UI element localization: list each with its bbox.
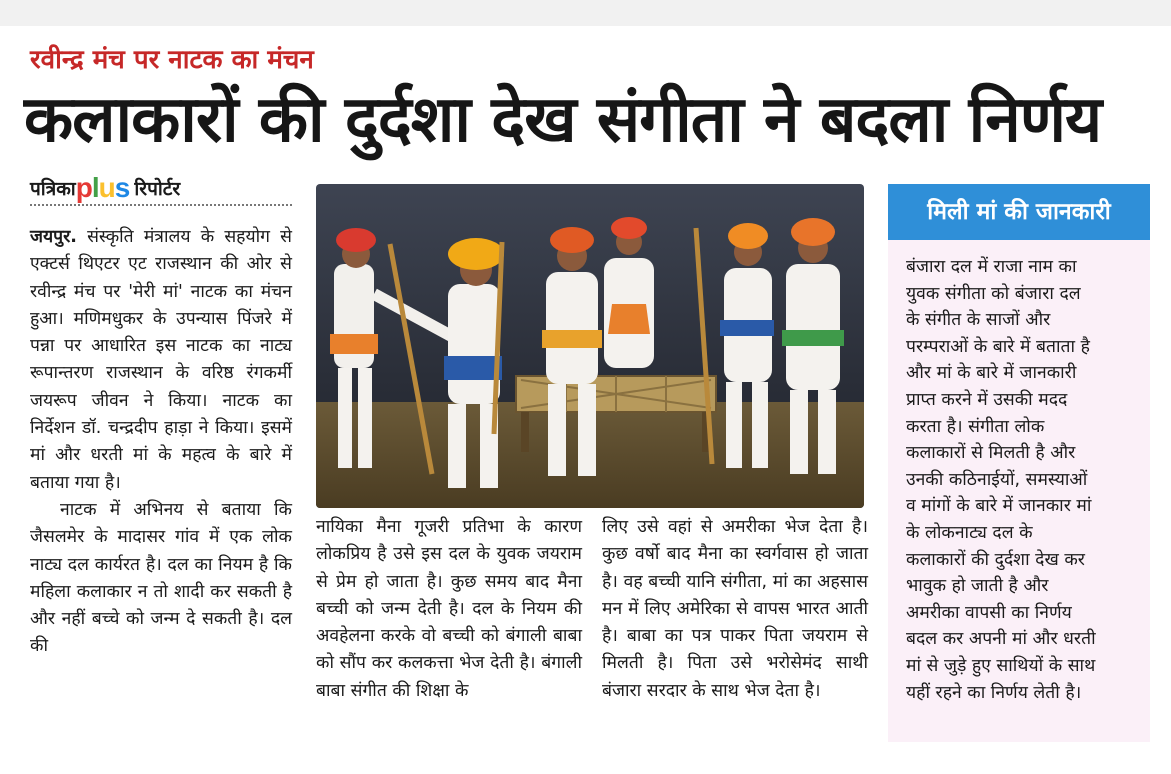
sidebar-line: मां से जुड़े हुए साथियों के साथ	[906, 655, 1096, 676]
sidebar-line: करता है। संगीता लोक	[906, 416, 1045, 437]
sidebar-line: भावुक हो जाती है और	[906, 576, 1049, 597]
article-paragraph-1	[30, 224, 292, 497]
sidebar-box	[888, 240, 1150, 742]
dateline: जयपुर.	[30, 227, 77, 247]
sidebar-title: मिली मां की जानकारी	[888, 184, 1150, 240]
kicker: रवीन्द्र मंच पर नाटक का मंचन	[30, 45, 314, 75]
article-column-2: नायिका मैना गूजरी प्रतिभा के कारण लोकप्रिय है उसे इस दल के युवक जयराम से प्रेम हो जाता है। कुछ समय बाद मैना बच्ची को जन्म देती है। दल के नियम की अवहेलना करके वो बच्ची को बंगाली बाबा को सौंप कर कलकत्ता भेज देती है। बंगाली बाबा संगीत की शिक्षा के	[316, 517, 582, 701]
sidebar-line: युवक संगीता को बंजारा दल	[906, 283, 1081, 304]
sidebar-line: उनकी कठिनाईयों, समस्याओं	[906, 469, 1088, 490]
headline: कलाकारों की दुर्दशा देख संगीता ने बदला निर्णय	[24, 83, 1102, 157]
sidebar-line: व मांगों के बारे में जानकार मां	[906, 496, 1092, 517]
byline-reporter: रिपोर्टर	[134, 178, 181, 200]
plus-logo: plus	[75, 172, 130, 203]
photo-illustration	[316, 184, 864, 508]
sidebar-line: बदल कर अपनी मां और धरती	[906, 629, 1096, 650]
top-strip	[0, 0, 1171, 26]
sidebar-line: के लोकनाट्य दल के	[906, 522, 1033, 543]
sidebar-line: के संगीत के साजों और	[906, 310, 1051, 331]
sidebar-line: परम्पराओं के बारे में बताता है	[906, 336, 1090, 357]
sidebar-line: कलाकारों की दुर्दशा देख कर	[906, 549, 1085, 570]
byline	[30, 172, 292, 206]
article-column-3: लिए उसे वहां से अमरीका भेज देता है। कुछ वर्षो बाद मैना का स्वर्गवास हो जाता है। वह बच्ची यानि संगीता, मां का अहसास मन में लिए अमेरिका से वापस भारत आती है। बाबा का पत्र पाकर पिता जयराम से मिलती है। पिता उसे भरोसेमंद साथी बंजारा सरदार के साथ भेज देता है।	[602, 517, 868, 701]
sidebar-line: और मां के बारे में जानकारी	[906, 363, 1077, 384]
article-paragraph-2: नाटक में अभिनय से बताया कि जैसलमेर के मादासर गांव में एक लोक नाट्य दल कार्यरत है। दल का नियम है कि महिला कलाकार न तो शादी कर सकती है और नहीं बच्चे को जन्म दे सकती है। दल की	[30, 499, 292, 657]
article-paragraph-1-text: संस्कृति मंत्रालय के सहयोग से एक्टर्स थिएटर एट राजस्थान की ओर से रवीन्द्र मंच पर 'मेरी मां' नाटक का मंचन हुआ। मणिमधुकर के उपन्यास पिंजरे में पन्ना पर आधारित इस नाटक का नाट्य रूपान्तरण राजस्थान के वरिष्ठ रंगकर्मी जयरूप जीवन ने किया। नाटक का निर्देशन डॉ. चन्द्रदीप हाड़ा ने किया। इसमें मां और धरती मां के महत्व के बारे में बताया गया है।	[30, 227, 292, 493]
sidebar-line: प्राप्त करने में उसकी मदद	[906, 389, 1068, 410]
sidebar-text	[906, 254, 1132, 706]
sidebar-line: कलाकारों से मिलती है और	[906, 443, 1076, 464]
sidebar-line: यहीं रहने का निर्णय लेती है।	[906, 682, 1082, 703]
byline-publication: पत्रिका	[30, 178, 76, 200]
sidebar-line: अमरीका वापसी का निर्णय	[906, 602, 1072, 623]
sidebar-line: बंजारा दल में राजा नाम का	[906, 257, 1077, 277]
article-column-1	[30, 224, 292, 661]
stage-performance-photo	[316, 184, 864, 508]
